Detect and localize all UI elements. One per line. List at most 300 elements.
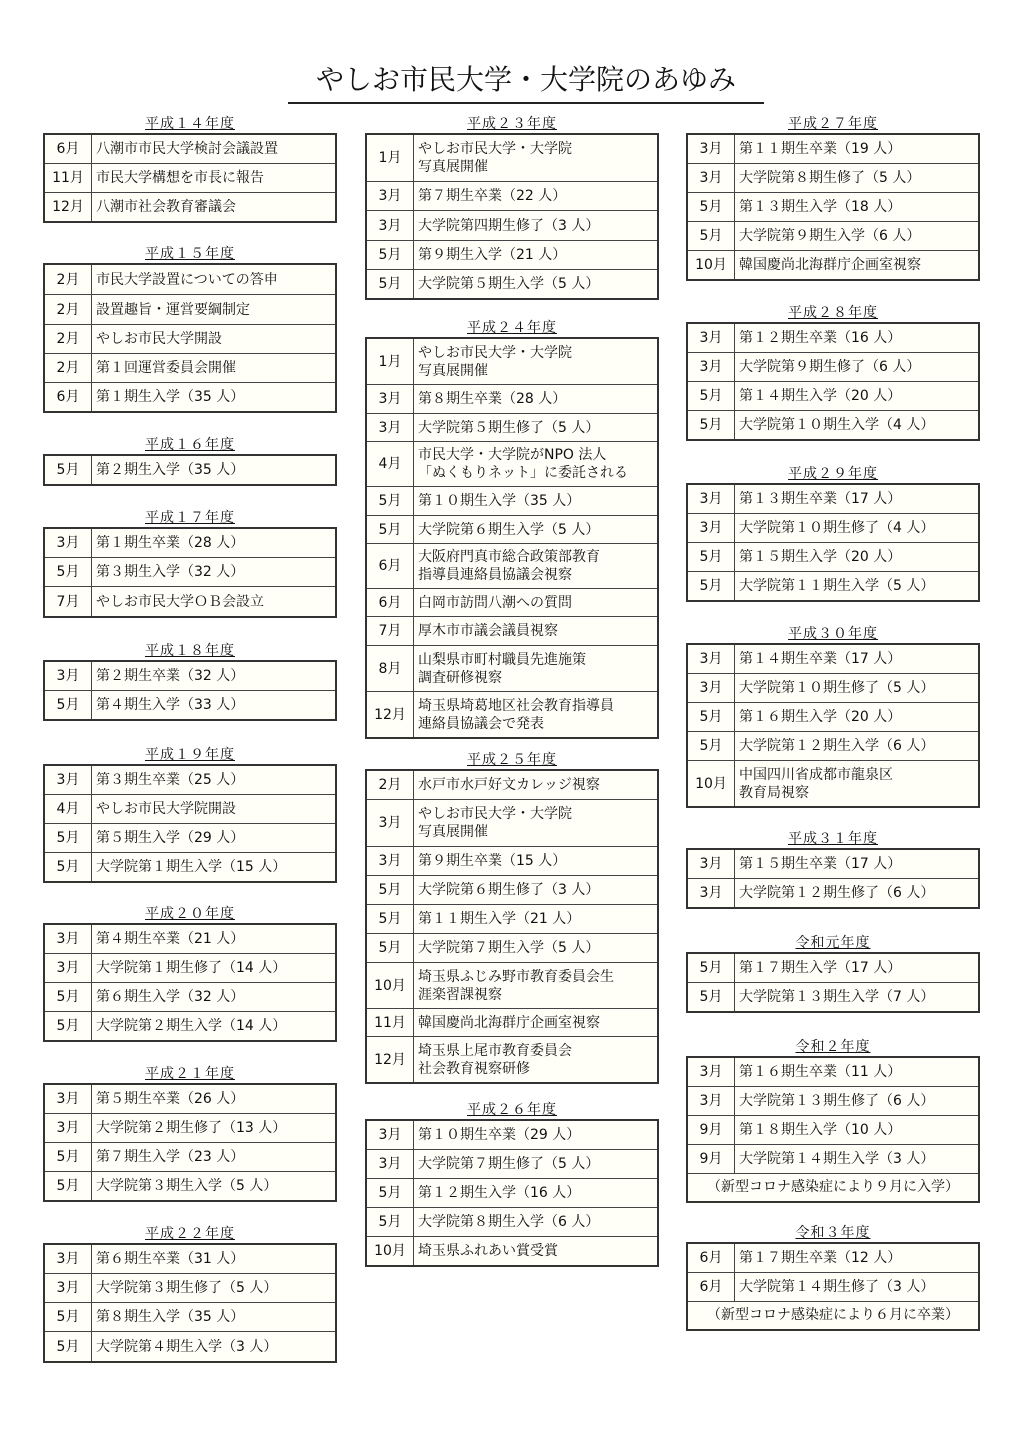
events-table [43,1083,337,1202]
event-cell [92,662,335,690]
event-text: 第２期生卒業（32 人） [96,668,245,684]
event-text: 大学院第９期生修了（6 人） [739,359,921,375]
month-cell: 12月 [45,193,92,221]
table-row [688,879,978,907]
month-cell: 7月 [45,587,92,616]
event-cell [92,1012,335,1040]
event-text: 大学院第１３期生修了（6 人） [739,1093,935,1109]
month-cell: 7月 [367,617,414,645]
event-text: 埼玉県埼葛地区社会教育指導員 [418,697,614,714]
table-row [688,1145,978,1174]
year-heading: 平成２７年度 [788,116,878,132]
table-row [688,645,978,674]
table-row [688,543,978,572]
event-cell [92,193,335,221]
event-cell [735,514,978,542]
event-cell [92,691,335,719]
events-table [365,1119,659,1267]
event-cell [414,135,657,181]
events-table [686,952,980,1013]
event-cell [92,1245,335,1273]
table-row [688,353,978,382]
event-cell [414,589,657,616]
event-cell [414,1208,657,1236]
month-cell: 3月 [688,1058,735,1086]
table-row [45,587,335,616]
event-text: 第１３期生入学（18 人） [739,199,902,215]
event-cell [92,456,335,484]
table-row [45,529,335,558]
event-cell [92,1172,335,1200]
event-text: 第８期生入学（35 人） [96,1309,245,1325]
year-section [43,746,337,883]
event-cell [735,411,978,439]
table-row [45,662,335,691]
table-row [688,1174,978,1201]
year-heading: 平成１５年度 [145,246,235,262]
table-row [367,589,657,617]
event-text: 大学院第１２期生修了（6 人） [739,885,935,901]
month-cell: 12月 [367,692,414,737]
event-text: 指導員連絡員協議会視察 [418,567,572,583]
events-table [686,1056,980,1203]
month-cell: 3月 [367,1150,414,1178]
event-text: 大学院第５期生修了（5 人） [418,419,600,436]
table-row [688,850,978,879]
month-cell: 3月 [45,662,92,690]
events-table [686,133,980,281]
event-cell [414,1179,657,1207]
table-row [367,934,657,963]
month-cell: 3月 [688,645,735,673]
month-cell: 5月 [45,824,92,852]
month-cell: 3月 [45,954,92,982]
event-cell [92,558,335,586]
note-text: （新型コロナ感染症により９月に入学） [707,1179,959,1195]
year-heading: 平成１４年度 [145,116,235,132]
event-text: 大学院第１１期生入学（5 人） [739,578,935,594]
event-cell [92,295,335,324]
event-text: 第７期生卒業（22 人） [418,188,567,204]
event-cell [735,1145,978,1173]
event-text: 大学院第２期生修了（13 人） [96,1120,287,1136]
event-cell [92,824,335,852]
event-cell [414,847,657,875]
table-row [367,544,657,589]
event-text: 大学院第５期生入学（5 人） [418,276,600,292]
year-heading: 平成２５年度 [467,752,557,768]
event-cell [414,385,657,413]
year-heading: 令和２年度 [795,1039,871,1055]
event-cell [92,1085,335,1113]
month-cell: 10月 [688,761,735,806]
table-row [688,1302,978,1329]
year-section [686,304,980,441]
event-cell [414,800,657,846]
year-heading: 平成１７年度 [145,510,235,526]
event-cell [735,135,978,163]
year-section [686,830,980,909]
event-cell [414,1150,657,1178]
table-row [688,514,978,543]
table-row [367,1179,657,1208]
event-text: 第１８期生入学（10 人） [739,1122,902,1138]
table-row [367,876,657,905]
table-row [45,1143,335,1172]
event-text: やしお市民大学・大学院 [418,344,572,361]
event-text: 第１４期生入学（20 人） [739,388,902,404]
month-cell: 3月 [367,414,414,441]
month-cell: 9月 [688,1145,735,1173]
event-cell [414,442,657,486]
event-cell [414,771,657,799]
year-heading: 平成２８年度 [788,305,878,321]
table-row [367,385,657,414]
event-text: 第９期生卒業（15 人） [418,853,567,869]
table-row [688,983,978,1011]
month-cell: 3月 [367,182,414,210]
event-text: 第７期生入学（23 人） [96,1149,245,1165]
table-row [367,847,657,876]
table-row [688,222,978,251]
year-heading: 平成２０年度 [145,906,235,922]
table-row [688,1116,978,1145]
event-text: 第１６期生入学（20 人） [739,709,902,725]
month-cell: 3月 [688,850,735,878]
event-cell [414,905,657,933]
table-row [45,983,335,1012]
event-cell [414,876,657,904]
month-cell: 2月 [45,325,92,353]
event-text: 韓国慶尚北海群庁企画室視察 [418,1014,600,1031]
event-text: 大学院第１期生修了（14 人） [96,960,287,976]
table-row [367,270,657,298]
month-cell: 5月 [45,456,92,484]
events-table [365,133,659,300]
event-cell [92,1303,335,1331]
event-text: 調査研修視察 [418,669,502,686]
table-row [45,766,335,795]
event-cell [735,703,978,731]
event-text: 市民大学構想を市長に報告 [96,170,264,186]
event-cell [92,1143,335,1171]
month-cell: 3月 [367,847,414,875]
event-text: 八潮市市民大学検討会議設置 [96,141,278,157]
event-text: 白岡市訪問八潮への質問 [418,594,572,611]
event-text: 第１１期生入学（21 人） [418,911,581,927]
event-text: やしお市民大学開設 [96,331,222,347]
event-text: 第５期生卒業（26 人） [96,1091,245,1107]
table-row [45,1012,335,1040]
month-cell: 5月 [688,193,735,221]
event-text: 大阪府門真市総合政策部教育 [418,549,600,565]
year-section [686,625,980,808]
table-row [688,193,978,222]
table-row [45,1332,335,1361]
event-cell [735,222,978,250]
table-row [688,164,978,193]
year-section [43,905,337,1042]
event-text: 第１２期生入学（16 人） [418,1185,581,1201]
events-table [43,454,337,486]
event-text: 第１０期生入学（35 人） [418,493,581,509]
table-row [367,800,657,847]
table-row [45,824,335,853]
table-row [367,905,657,934]
month-cell: 3月 [688,135,735,163]
event-cell [414,516,657,543]
month-cell: 3月 [45,1114,92,1142]
month-cell: 4月 [367,442,414,486]
table-row [688,324,978,353]
event-cell [735,879,978,907]
event-text: 中国四川省成都市龍泉区 [739,766,893,783]
event-text: 写真展開催 [418,159,488,175]
event-text: 第５期生入学（29 人） [96,830,245,846]
events-table [43,1243,337,1363]
event-cell [735,164,978,192]
table-row [45,1085,335,1114]
month-cell: 2月 [45,265,92,294]
table-row [45,164,335,193]
event-text: やしお市民大学院開設 [96,801,236,817]
events-table [686,643,980,808]
month-cell: 3月 [45,1085,92,1113]
month-cell: 1月 [367,135,414,181]
event-cell [414,692,657,737]
event-text: 大学院第３期生入学（5 人） [96,1178,278,1194]
event-text: 第１７期生入学（17 人） [739,960,902,976]
table-row [45,265,335,295]
page-title: やしお市民大学・大学院のあゆみ [288,60,764,104]
event-text: 八潮市社会教育審議会 [96,199,236,215]
event-text: 大学院第６期生入学（5 人） [418,521,600,538]
event-text: 第２期生入学（35 人） [96,462,245,478]
month-cell: 1月 [367,339,414,384]
month-cell: 5月 [45,983,92,1011]
table-row [45,193,335,221]
event-text: 第１期生卒業（28 人） [96,535,245,551]
table-row [367,1208,657,1237]
year-section [43,1225,337,1363]
event-text: 大学院第２期生入学（14 人） [96,1018,287,1034]
event-text: 大学院第９期生入学（6 人） [739,228,921,244]
month-cell: 5月 [45,1172,92,1200]
event-text: 大学院第四期生修了（3 人） [418,217,600,234]
event-cell [92,795,335,823]
event-cell [92,925,335,953]
table-row [688,1087,978,1116]
event-cell [414,934,657,962]
event-text: 写真展開催 [418,824,488,840]
month-cell: 5月 [367,876,414,904]
month-cell: 3月 [45,529,92,557]
month-cell: 5月 [688,983,735,1011]
event-cell [735,732,978,760]
month-cell: 5月 [688,411,735,439]
month-cell: 3月 [367,800,414,846]
event-cell [414,270,657,298]
year-heading: 平成３０年度 [788,626,878,642]
event-text: やしお市民大学・大学院 [418,141,572,157]
table-row [688,135,978,164]
year-section [686,1038,980,1203]
year-section [43,1065,337,1202]
event-text: 第６期生卒業（31 人） [96,1251,245,1267]
table-row [367,692,657,737]
event-text: 「ぬくもりネット」に委託される [418,465,628,481]
event-text: 大学院第１４期生修了（3 人） [739,1279,935,1295]
table-row [688,732,978,761]
table-row [367,442,657,487]
event-text: 埼玉県ふれあい賞受賞 [418,1243,558,1259]
table-row [688,1273,978,1302]
month-cell: 3月 [367,211,414,240]
month-cell: 5月 [367,241,414,269]
month-cell: 3月 [45,1274,92,1302]
table-row [688,382,978,411]
table-row [688,485,978,514]
month-cell: 5月 [45,1012,92,1040]
month-cell: 5月 [45,1303,92,1331]
year-section [686,1224,980,1331]
event-text: 第３期生入学（32 人） [96,564,245,580]
event-text: 埼玉県ふじみ野市教育委員会生 [418,968,614,985]
event-text: 第１４期生卒業（17 人） [739,651,902,667]
table-row [367,771,657,800]
event-text: 市民大学設置についての答申 [96,271,278,288]
table-row [45,954,335,983]
events-table [43,660,337,721]
events-table [43,527,337,618]
year-section [43,115,337,223]
table-row [45,1303,335,1332]
event-text: 大学院第８期生入学（6 人） [418,1214,600,1230]
event-cell [414,241,657,269]
note-text: （新型コロナ感染症により６月に卒業） [707,1307,959,1323]
event-text: 第１１期生卒業（19 人） [739,141,902,157]
month-cell: 11月 [45,164,92,192]
month-cell: 5月 [688,382,735,410]
event-cell [414,487,657,515]
month-cell: 2月 [45,295,92,324]
event-text: 写真展開催 [418,362,488,379]
table-row [367,646,657,692]
year-heading: 平成２４年度 [467,320,557,336]
month-cell: 10月 [367,963,414,1008]
event-cell [414,211,657,240]
month-cell: 6月 [688,1273,735,1301]
events-table [686,483,980,602]
event-cell [92,983,335,1011]
event-text: 第１期生入学（35 人） [96,389,245,405]
event-text: 第６期生入学（32 人） [96,989,245,1005]
table-row [45,325,335,354]
month-cell: 3月 [367,1121,414,1149]
event-text: 大学院第７期生修了（5 人） [418,1156,600,1172]
table-row [367,1150,657,1179]
events-table [365,769,659,1084]
event-cell [735,485,978,513]
events-table [686,322,980,441]
table-row [367,516,657,544]
year-heading: 平成２３年度 [467,116,557,132]
month-cell: 4月 [45,795,92,823]
table-row [688,572,978,600]
event-cell [92,1114,335,1142]
month-cell: 5月 [45,1143,92,1171]
table-row [688,1058,978,1087]
events-table [686,848,980,909]
event-cell [735,193,978,221]
event-text: 埼玉県上尾市教育委員会 [418,1042,572,1059]
month-cell: 2月 [45,354,92,382]
month-cell: 12月 [367,1037,414,1082]
event-cell [735,1058,978,1086]
month-cell: 5月 [45,853,92,881]
year-section [365,319,659,739]
event-cell [92,529,335,557]
event-cell [735,324,978,352]
year-section [43,642,337,721]
month-cell: 3月 [688,674,735,702]
table-row [688,251,978,279]
table-row [367,241,657,270]
event-cell [92,954,335,982]
table-row [45,853,335,881]
table-row [45,1274,335,1303]
month-cell: 3月 [367,385,414,413]
event-cell [735,645,978,673]
event-cell [92,383,335,411]
month-cell: 5月 [45,1332,92,1361]
month-cell: 5月 [688,222,735,250]
month-cell: 3月 [45,925,92,953]
event-text: 大学院第１３期生入学（7 人） [739,989,935,1005]
table-row [688,703,978,732]
year-heading: 平成２２年度 [145,1226,235,1242]
event-text: 大学院第７期生入学（5 人） [418,940,600,956]
table-row [367,182,657,211]
table-row [688,954,978,983]
event-cell [92,164,335,192]
table-row [367,339,657,385]
event-text: 第１回運営委員会開催 [96,360,236,376]
event-text: 第４期生入学（33 人） [96,697,245,713]
month-cell: 5月 [688,703,735,731]
event-text: 大学院第１２期生入学（6 人） [739,738,935,754]
event-text: 大学院第１４期生入学（3 人） [739,1151,935,1167]
event-text: 水戸市水戸好文カレッジ視察 [418,777,600,793]
month-cell: 5月 [45,691,92,719]
table-row [45,1245,335,1274]
table-row [45,354,335,383]
event-cell [735,382,978,410]
table-row [45,1114,335,1143]
month-cell: 3月 [688,879,735,907]
event-cell [735,1087,978,1115]
event-text: 大学院第３期生修了（5 人） [96,1280,278,1296]
year-heading: 平成１６年度 [145,437,235,453]
event-text: 第３期生卒業（25 人） [96,772,245,788]
year-section [686,934,980,1013]
table-row [367,135,657,182]
year-heading: 平成１８年度 [145,643,235,659]
month-cell: 6月 [45,383,92,411]
year-heading: 平成１９年度 [145,747,235,763]
event-text: 大学院第１０期生修了（5 人） [739,680,935,696]
table-row [367,963,657,1009]
